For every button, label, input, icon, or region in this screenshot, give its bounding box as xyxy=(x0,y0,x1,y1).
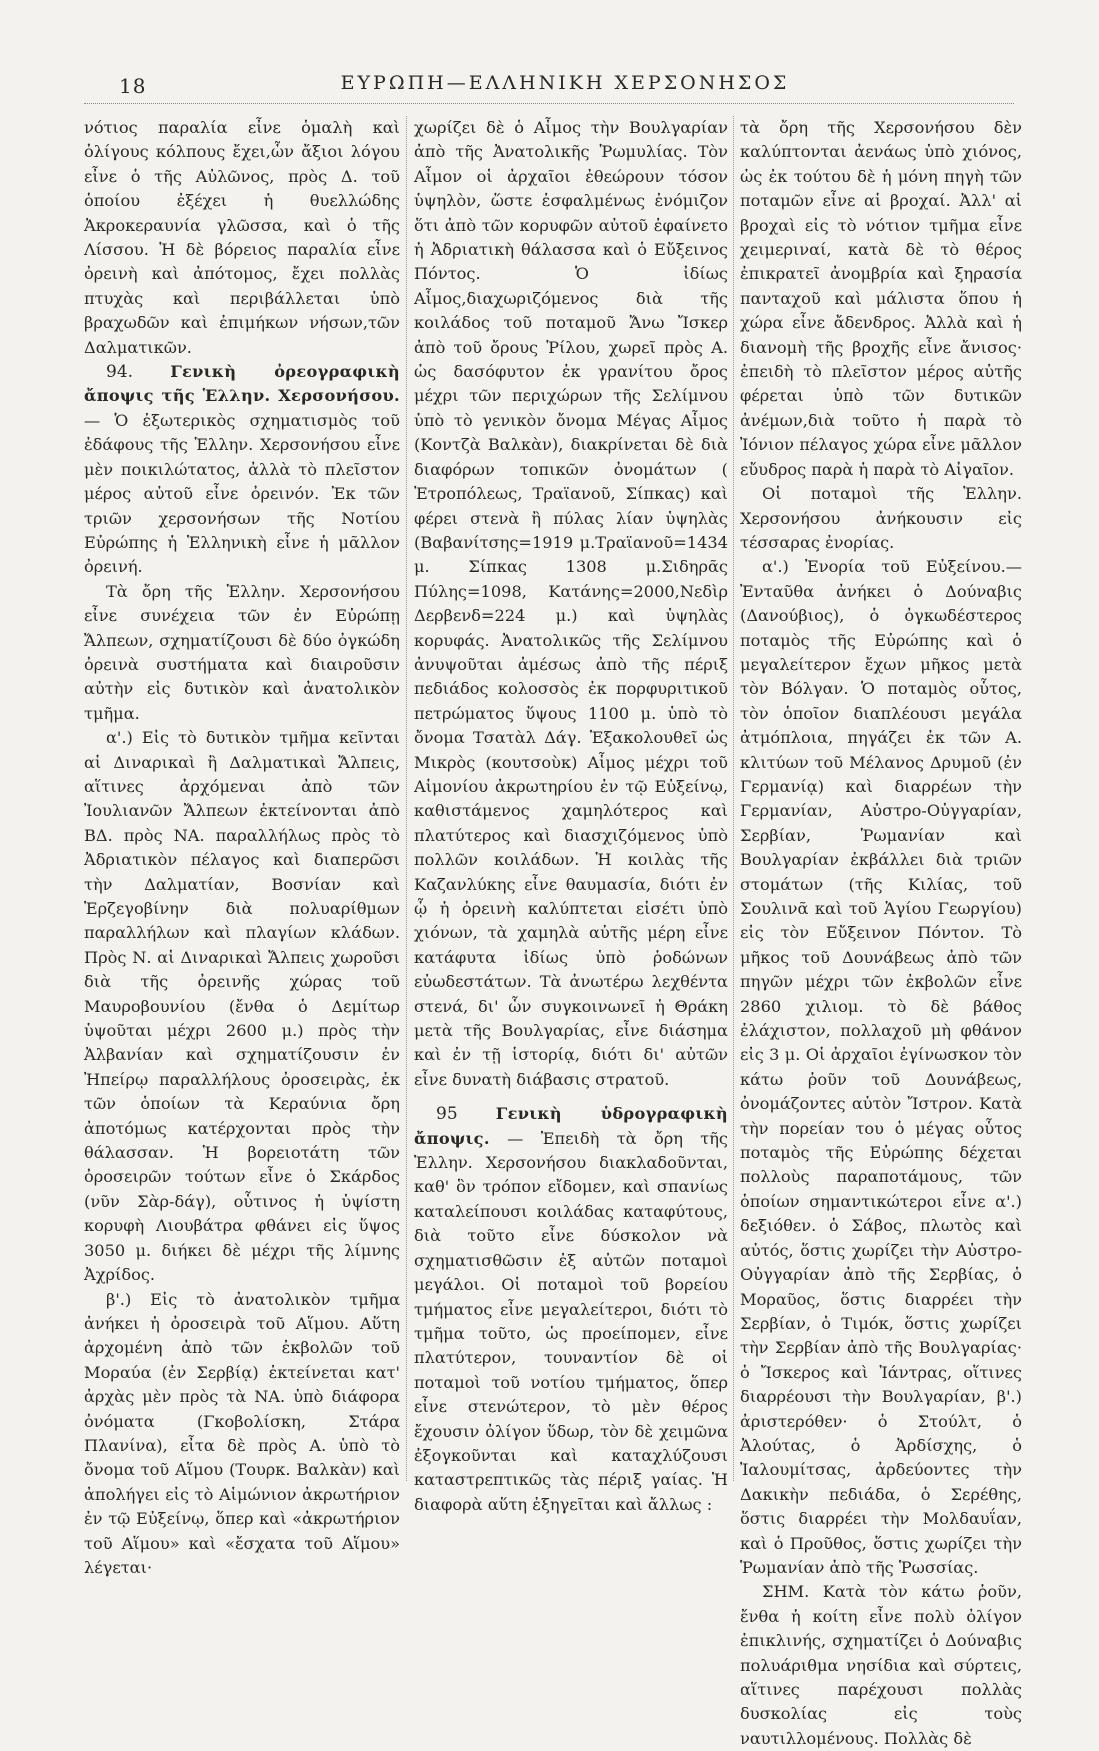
paragraph: Οἱ ποταμοὶ τῆς Ἑλλην. Χερσονήσου ἀνήκουσιν εἰς τέσσαρας ἐνορίας. xyxy=(740,484,1022,552)
note-paragraph: ΣΗΜ. Κατὰ τὸν κάτω ῥοῦν, ἔνθα ἡ κοίτη εἶνε πολὺ ὀλίγον ἐπικλινής, σχηματίζει ὁ Δούναβις πολυάριθμα νησίδια καὶ σύρτεις, αἵτινες παρέχουσι πολλὰς δυσκολίας εἰς τοὺς ναυτιλλομένους. Πολλὰς δὲ xyxy=(740,1582,1022,1748)
paragraph: νότιος παραλία εἶνε ὁμαλὴ καὶ ὀλίγους κόλπους ἔχει,ὧν ἄξιοι λόγου εἶνε ὁ τῆς Αὐλῶνος, πρὸς Δ. τοῦ ὁποίου ἐξέχει ἡ θυελλώδης Ἀκροκεραυνία γλῶσσα, καὶ ὁ τῆς Λίσσου. Ἡ δὲ βόρειος παραλία εἶνε ὀρεινὴ καὶ ἀπότομος, ἔχει πολλὰς πτυχὰς καὶ περιβάλλεται ὑπὸ βραχωδῶν καὶ ἐπιμήκων νήσων,τῶν Δαλματικῶν. xyxy=(84,118,400,357)
section-number: 95 xyxy=(436,1104,458,1125)
paragraph: α'.) Εἰς τὸ δυτικὸν τμῆμα κεῖνται αἱ Διναρικαὶ ἢ Δαλματικαὶ Ἄλπεις, αἵτινες ἀρχόμεναι ἀπὸ τῶν Ἰουλιανῶν Ἄλπεων ἐκτείνονται ἀπὸ ΒΔ. πρὸς ΝΑ. παραλλήλως πρὸς τὸ Ἀδριατικὸν πέλαγος καὶ διαπερῶσι τὴν Δαλματίαν, Βοσνίαν καὶ Ἑρζεγοβίνην διὰ πολυαρίθμων παραλλήλων καὶ πλαγίων κλάδων. Πρὸς Ν. αἱ Διναρικαὶ Ἄλπεις χωροῦσι διὰ τῆς ὀρεινῆς χώρας τοῦ Μαυροβουνίου (ἔνθα ὁ Δεμίτωρ ὑψοῦται μέχρι 2600 μ.) πρὸς τὴν Ἀλβανίαν καὶ σχηματίζουσιν ἐν Ἠπείρῳ παραλλήλους ὀροσειρὰς, ἐκ τῶν ὁποίων τὰ Κεραύνια ὄρη ἀποτόμως κατέρχονται πρὸς τὴν θάλασσαν. Ἡ βορειοτάτη τῶν ὀροσειρῶν τούτων εἶνε ὁ Σκάρδος (νῦν Σὰρ-δάγ), οὗτινος ἡ ὑψίστη κορυφὴ Λιουβάτρα φθάνει εἰς ὕψος 3050 μ. διήκει δὲ μέχρι τῆς λίμνης Ἀχρίδος. xyxy=(84,728,400,1285)
paragraph: χωρίζει δὲ ὁ Αἷμος τὴν Βουλγαρίαν ἀπὸ τῆς Ἀνατολικῆς Ῥωμυλίας. Τὸν Αἷμον οἱ ἀρχαῖοι ἐθεώρουν τόσον ὑψηλὸν, ὥστε ἐσφαλμένως ἐνόμιζον ὅτι ἀπὸ τῶν κορυφῶν αὐτοῦ ἐφαίνετο ἡ Ἀδριατικὴ θάλασσα καὶ ὁ Εὔξεινος Πόντος. Ὁ ἰδίως Αἷμος,διαχωριζόμενος διὰ τῆς κοιλάδος τοῦ ποταμοῦ Ἄνω Ἴσκερ ἀπὸ τοῦ ὄρους Ῥίλου, χωρεῖ πρὸς Α. ὡς δασόφυτον ἐκ γρανίτου ὄρος μέχρι τῶν περιχώρων τῆς Σελίμνου ὑπὸ τὸ γενικὸν ὄνομα Μέγας Αἷμος (Κοντζὰ Βαλκὰν), διακρίνεται δὲ διὰ διαφόρων τοπικῶν ὀνομάτων ( Ἐτροπόλεως, Τραϊανοῦ, Σίπκας) καὶ φέρει στενὰ ἢ πύλας λίαν ὑψηλὰς (Βαβανίτσης=1919 μ.Τραϊανοῦ=1434 μ. Σίπκας 1308 μ.Σιδηρᾶς Πύλης=1098, Κατάνης=2000,Νεδὶρ Δερβενδ=224 μ.) καὶ ὑψηλὰς κορυφάς. Ἀνατολικῶς τῆς Σελίμνου ἀνυψοῦται ἀμέσως ἀπὸ τῆς πέριξ πεδιάδος κολοσσὸς ἐκ πορφυριτικοῦ πετρώματος ὕψους 1100 μ. ὑπὸ τὸ ὄνομα Τσατὰλ Δάγ. Ἐξακολουθεῖ ὡς Μικρὸς (κουτσοὺκ) Αἷμος μέχρι τοῦ Αἱμονίου ἀκρωτηρίου ἐν τῷ Εὐξείνῳ, καθιστάμενος χαμηλότερος καὶ πλατύτερος καὶ διασχιζόμενος ὑπὸ πολλῶν κοιλάδων. Ἡ κοιλὰς τῆς Καζανλύκης εἶνε θαυμασία, διότι ἐν ᾧ ἡ ὀρεινὴ καλύπτεται εἰσέτι ὑπὸ χιόνων, τὰ χαμηλὰ αὐτῆς μέρη εἶνε κατάφυτα ἰδίως ὑπὸ ῥοδώνων εὐωδεστάτων. Τὰ ἀνωτέρω λεχθέντα στενά, δι' ὧν συγκοινωνεῖ ἡ Θράκη μετὰ τῆς Βουλγαρίας, εἶνε διάσημα καὶ ἐν τῇ ἱστορίᾳ, διότι δι' αὐτῶν εἶνε δυνατὴ διάβασις στρατοῦ. xyxy=(414,118,728,1089)
column-separator xyxy=(733,116,734,1481)
running-title: ΕΥΡΩΠΗ—ΕΛΛΗΝΙΚΗ ΧΕΡΣΟΝΗΣΟΣ xyxy=(340,72,790,94)
text-column-2 xyxy=(414,116,728,1514)
section-94 xyxy=(84,360,400,580)
header-rule xyxy=(84,103,1014,104)
section-95 xyxy=(414,1102,728,1517)
section-text: — Ὁ ἐξωτερικὸς σχηματισμὸς τοῦ ἐδάφους τῆς Ἑλλην. Χερσονήσου εἶνε μὲν ποικιλώτατος, ἀλλὰ τὸ πλεῖστον μέρος αὐτοῦ εἶνε ὀρεινόν. Ἐκ τῶν τριῶν χερσονήσων τῆς Νοτίου Εὐρώπης ἡ Ἑλληνικὴ εἶνε ἡ μᾶλλον ὀρεινή. xyxy=(84,410,400,577)
paragraph: Τὰ ὄρη τῆς Ἑλλην. Χερσονήσου εἶνε συνέχεια τῶν ἐν Εὐρώπῃ Ἄλπεων, σχηματίζουσι δὲ δύο ὀγκώδη ὀρεινὰ συστήματα καὶ διαιροῦσιν αὐτὴν εἰς δυτικὸν καὶ ἀνατολικὸν τμῆμα. xyxy=(84,581,400,723)
paragraph: τὰ ὄρη τῆς Χερσονήσου δὲν καλύπτονται ἀενάως ὑπὸ χιόνος, ὡς ἐκ τούτου δὲ ἡ μόνη πηγὴ τῶν ποταμῶν εἶνε αἱ βροχαί. Ἀλλ' αἱ βροχαὶ εἰς τὸ νότιον τμῆμα εἶνε χειμεριναί, κατὰ δὲ τὸ θέρος ἐπικρατεῖ ἀνομβρία καὶ ξηρασία πανταχοῦ καὶ μάλιστα ὅπου ἡ χώρα εἶνε ἄδενδρος. Ἀλλὰ καὶ ἡ διανομὴ τῆς βροχῆς εἶνε ἄνισος· ἐπειδὴ τὸ πλεῖστον μέρος αὐτῆς φέρεται ὑπὸ τῶν δυτικῶν ἀνέμων,διὰ τοῦτο ἡ παρὰ τὸ Ἰόνιον πέλαγος χώρα εἶνε μᾶλλον εὔυδρος παρὰ ἡ παρὰ τὸ Αἰγαῖον. xyxy=(740,118,1022,479)
section-number: 94. xyxy=(106,362,134,383)
paragraph: β'.) Εἰς τὸ ἀνατολικὸν τμῆμα ἀνήκει ἡ ὀροσειρὰ τοῦ Αἵμου. Αὕτη ἀρχομένη ἀπὸ τῶν ἐκβολῶν τοῦ Μοραύα (ἐν Σερβίᾳ) ἐκτείνεται κατ' ἀρχὰς μὲν πρὸς τὰ ΝΑ. ὑπὸ διάφορα ὀνόματα (Γκοβολίσκη, Στάρα Πλανίνα), εἶτα δὲ πρὸς Α. ὑπὸ τὸ ὄνομα τοῦ Αἵμου (Τουρκ. Βαλκὰν) καὶ ἀπολήγει εἰς τὸ Αἱμώνιον ἀκρωτήριον ἐν τῷ Εὐξείνῳ, ὅπερ καὶ «ἀκρωτήριον τοῦ Αἵμου» καὶ «ἔσχατα τοῦ Αἵμου» λέγεται· xyxy=(84,1289,400,1577)
text-column-1 xyxy=(84,116,400,1577)
section-heading: Γενικὴ ὑδρογραφικὴ ἄποψις. xyxy=(414,1104,728,1148)
section-heading: Γενικὴ ὀρεογραφικὴ ἄποψις τῆς Ἑλλην. Χερσονήσου. xyxy=(84,362,400,406)
column-separator xyxy=(406,116,407,1481)
section-text: — Ἐπειδὴ τὰ ὄρη τῆς Ἑλλην. Χερσονήσου διακλαδοῦνται, καθ' ὃν τρόπον εἴδομεν, καὶ σπανίως καταλείπουσι κοιλάδας καταφύτους, διὰ τοῦτο εἶνε δύσκολον νὰ σχηματισθῶσιν ἐξ αὐτῶν ποταμοὶ μεγάλοι. Οἱ ποταμοὶ τοῦ βορείου τμήματος εἶνε μεγαλείτεροι, διότι τὸ τμῆμα τοῦτο, ὡς προείπομεν, εἶνε πλατύτερον, τουναντίον δὲ οἱ ποταμοὶ τοῦ νοτίου τμήματος, ὅπερ εἶνε στενώτερον, τὸ μὲν θέρος ἔχουσιν ὀλίγον ὕδωρ, τὸν δὲ χειμῶνα ἐξογκοῦνται καὶ καταχλύζουσι καταστρεπτικῶς τὰς πέριξ γαίας. Ἡ διαφορὰ αὕτη ἐξηγεῖται καὶ ἄλλως : xyxy=(414,1128,728,1514)
page-number: 18 xyxy=(119,74,147,98)
paragraph: α'.) Ἐνορία τοῦ Εὐξείνου.— Ἐνταῦθα ἀνήκει ὁ Δούναβις (Δανούβιος), ὁ ὀγκωδέστερος ποταμὸς τῆς Εὐρώπης καὶ ὁ μεγαλείτερον ἔχων μῆκος μετὰ τὸν Βόλγαν. Ὁ ποταμὸς οὗτος, τὸν ὁποῖον διαπλέουσι μεγάλα ἀτμόπλοια, πηγάζει ἐκ τῶν Α. κλιτύων τοῦ Μέλανος Δρυμοῦ (ἐν Γερμανίᾳ) καὶ διαρρέων τὴν Γερμανίαν, Αὐστρο-Οὐγγαρίαν, Σερβίαν, Ῥωμανίαν καὶ Βουλγαρίαν ἐκβάλλει διὰ τριῶν στομάτων (τῆς Κιλίας, τοῦ Σουλινᾶ καὶ τοῦ Ἁγίου Γεωργίου) εἰς τὸν Εὔξεινον Πόντον. Τὸ μῆκος τοῦ Δουνάβεως ἀπὸ τῶν πηγῶν μέχρι τῶν ἐκβολῶν εἶνε 2860 χιλιομ. τὸ δὲ βάθος ἐλάχιστον, πολλαχοῦ μὴ φθάνον εἰς 3 μ. Οἱ ἀρχαῖοι ἐγίνωσκον τὸν κάτω ῥοῦν τοῦ Δουνάβεως, ὀνομάζοντες αὐτὸν Ἴστρον. Κατὰ τὴν πορείαν του ὁ μέγας οὗτος ποταμὸς τῆς Εὐρώπης δέχεται πολλοὺς παραποτάμους, τῶν ὁποίων σημαντικώτεροι εἶνε α'.) δεξιόθεν. ὁ Σάβος, πλωτὸς καὶ αὐτός, ὅστις χωρίζει τὴν Αὐστρο-Οὐγγαρίαν ἀπὸ τῆς Σερβίας, ὁ Μοραῦος, ὅστις διαρρέει τὴν Σερβίαν, ὁ Τιμόκ, ὅστις χωρίζει τὴν Σερβίαν ἀπὸ τῆς Βουλγαρίας· ὁ Ἴσκερος καὶ Ἰάντρας, οἵτινες διαρρέουσι τὴν Βουλγαρίαν, β'.) ἀριστερόθεν· ὁ Στούλτ, ὁ Ἀλούτας, ὁ Ἀρδίσχης, ὁ Ἰαλουμίτσας, ἀρδεύοντες τὴν Δακικὴν πεδιάδα, ὁ Σερέθης, ὅστις διαρρέει τὴν Μολδαυΐαν, καὶ ὁ Προῦθος, ὅστις χωρίζει τὴν Ῥωμανίαν ἀπὸ τῆς Ῥωσσίας. xyxy=(740,557,1022,1577)
text-column-3 xyxy=(740,116,1022,1748)
